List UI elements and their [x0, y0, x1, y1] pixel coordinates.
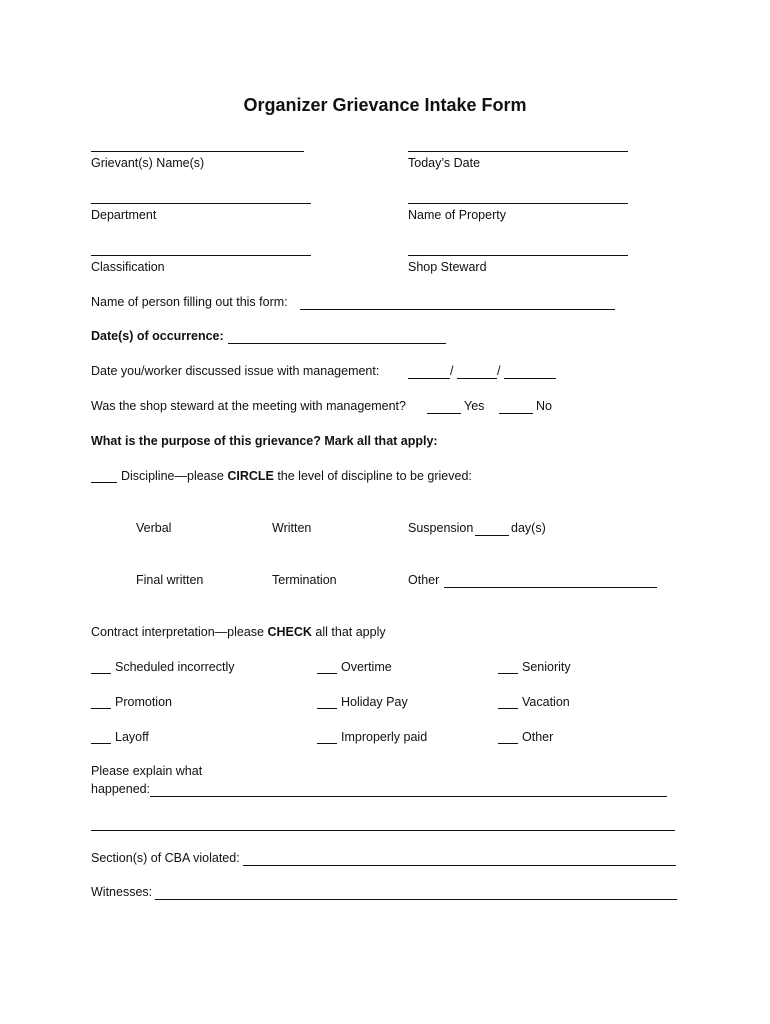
department-label: Department: [91, 208, 157, 222]
shop-steward-line[interactable]: [408, 255, 628, 256]
scheduled-checkbox-line[interactable]: [91, 673, 111, 674]
yes-label: Yes: [464, 399, 485, 413]
todays-date-line[interactable]: [408, 151, 628, 152]
shop-steward-label: Shop Steward: [408, 260, 487, 274]
level-written[interactable]: Written: [272, 521, 312, 535]
option-vacation: Vacation: [522, 695, 570, 709]
holiday-checkbox-line[interactable]: [317, 708, 337, 709]
seniority-checkbox-line[interactable]: [498, 673, 518, 674]
promotion-checkbox-line[interactable]: [91, 708, 111, 709]
classification-line[interactable]: [91, 255, 311, 256]
option-scheduled: Scheduled incorrectly: [115, 660, 235, 674]
yes-checkbox-line[interactable]: [427, 413, 461, 414]
discipline-suffix: the level of discipline to be grieved:: [273, 469, 472, 483]
property-label: Name of Property: [408, 208, 506, 222]
date-separator: /: [497, 364, 501, 378]
overtime-checkbox-line[interactable]: [317, 673, 337, 674]
no-label: No: [536, 399, 552, 413]
contract-label: [91, 625, 386, 639]
discipline-circle-word: CIRCLE: [227, 469, 274, 483]
explain-line-1[interactable]: [150, 796, 667, 797]
grievant-name-label: Grievant(s) Name(s): [91, 156, 205, 170]
improperly-checkbox-line[interactable]: [317, 743, 337, 744]
option-promotion: Promotion: [115, 695, 172, 709]
discipline-label: [121, 469, 472, 483]
suspension-days-label: day(s): [511, 521, 546, 535]
discipline-checkbox-line[interactable]: [91, 482, 117, 483]
discipline-prefix: Discipline—please: [121, 469, 228, 483]
other-checkbox-line[interactable]: [498, 743, 518, 744]
level-verbal[interactable]: Verbal: [136, 521, 172, 535]
discussed-month-line[interactable]: [408, 378, 450, 379]
option-overtime: Overtime: [341, 660, 392, 674]
property-line[interactable]: [408, 203, 628, 204]
no-checkbox-line[interactable]: [499, 413, 533, 414]
contract-suffix: all that apply: [311, 625, 386, 639]
layoff-checkbox-line[interactable]: [91, 743, 111, 744]
discussed-day-line[interactable]: [457, 378, 497, 379]
option-layoff: Layoff: [115, 730, 149, 744]
steward-meeting-label: Was the shop steward at the meeting with management?: [91, 399, 406, 413]
option-improperly-paid: Improperly paid: [341, 730, 428, 744]
date-separator: /: [450, 364, 454, 378]
classification-label: Classification: [91, 260, 165, 274]
form-title: Organizer Grievance Intake Form: [243, 95, 527, 115]
level-termination[interactable]: Termination: [272, 573, 337, 587]
todays-date-label: Today’s Date: [408, 156, 481, 170]
occurrence-label: Date(s) of occurrence:: [91, 329, 224, 343]
vacation-checkbox-line[interactable]: [498, 708, 518, 709]
purpose-heading: What is the purpose of this grievance? Mark all that apply:: [91, 434, 438, 448]
filled-by-line[interactable]: [300, 309, 615, 310]
discussed-year-line[interactable]: [504, 378, 556, 379]
level-other-line[interactable]: [444, 587, 657, 588]
cba-line[interactable]: [243, 865, 676, 866]
level-suspension[interactable]: Suspension: [408, 521, 474, 535]
cba-label: Section(s) of CBA violated:: [91, 851, 240, 865]
option-seniority: Seniority: [522, 660, 571, 674]
discussed-label: Date you/worker discussed issue with management:: [91, 364, 380, 378]
department-line[interactable]: [91, 203, 311, 204]
explain-label-line2: happened:: [91, 782, 151, 796]
occurrence-line[interactable]: [228, 343, 446, 344]
filled-by-label: Name of person filling out this form:: [91, 295, 288, 309]
explain-line-2[interactable]: [91, 830, 675, 831]
level-final-written[interactable]: Final written: [136, 573, 204, 587]
witnesses-line[interactable]: [155, 899, 677, 900]
witnesses-label: Witnesses:: [91, 885, 153, 899]
grievant-name-line[interactable]: [91, 151, 304, 152]
level-other[interactable]: Other: [408, 573, 440, 587]
option-other: Other: [522, 730, 554, 744]
option-holiday-pay: Holiday Pay: [341, 695, 408, 709]
contract-prefix: Contract interpretation—please: [91, 625, 268, 639]
suspension-days-line[interactable]: [475, 535, 509, 536]
contract-check-word: CHECK: [267, 625, 312, 639]
explain-label-line1: Please explain what: [91, 764, 203, 778]
